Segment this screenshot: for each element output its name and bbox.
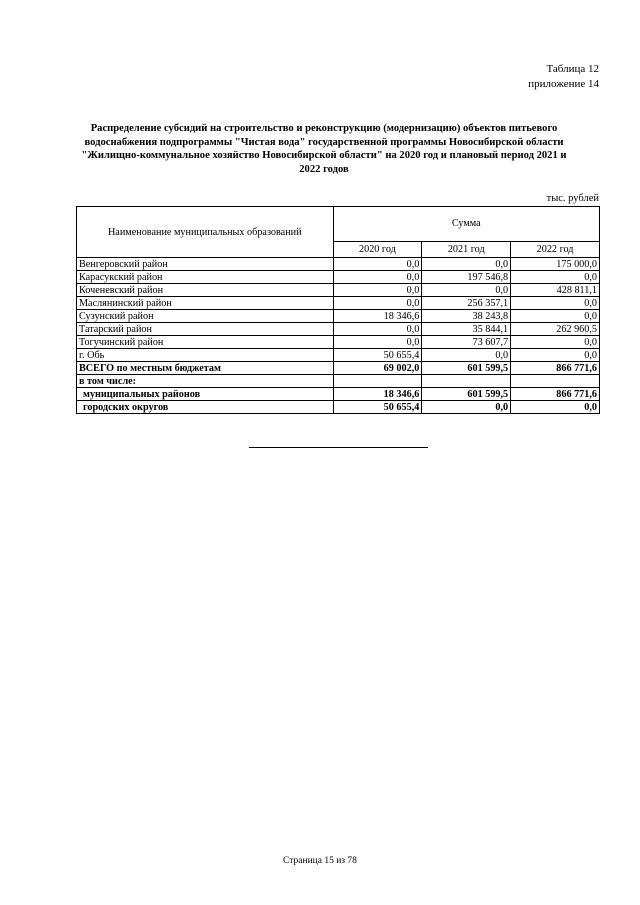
row-name-cell: Сузунский район (77, 310, 334, 323)
value-cell: 0,0 (511, 349, 600, 362)
row-name-cell: г. Обь (77, 349, 334, 362)
title-line: 2022 годов (299, 163, 349, 175)
table-row (77, 271, 600, 284)
value-cell: 428 811,1 (511, 284, 600, 297)
row-name-cell: Венгеровский район (77, 258, 334, 271)
column-header-sum: Сумма (333, 207, 599, 242)
table-row (77, 362, 600, 375)
column-header-year: 2022 год (511, 241, 600, 257)
header-right (528, 62, 599, 92)
appendix-label: приложение 14 (528, 78, 599, 90)
value-cell: 0,0 (511, 336, 600, 349)
value-cell: 0,0 (333, 297, 422, 310)
value-cell: 38 243,8 (422, 310, 511, 323)
row-name-cell: ВСЕГО по местным бюджетам (77, 362, 334, 375)
table-row (77, 336, 600, 349)
table-row (77, 388, 600, 401)
row-name-cell: Тогучинский район (77, 336, 334, 349)
column-header-year: 2020 год (333, 241, 422, 257)
value-cell: 50 655,4 (333, 401, 422, 414)
value-cell: 197 546,8 (422, 271, 511, 284)
value-cell: 866 771,6 (511, 388, 600, 401)
units-label: тыс. рублей (546, 193, 599, 204)
table-row (77, 349, 600, 362)
value-cell: 0,0 (511, 297, 600, 310)
row-name-cell: Маслянинский район (77, 297, 334, 310)
value-cell: 866 771,6 (511, 362, 600, 375)
value-cell: 0,0 (422, 349, 511, 362)
value-cell: 601 599,5 (422, 388, 511, 401)
row-name-cell: Карасукский район (77, 271, 334, 284)
row-name-cell: городских округов (77, 401, 334, 414)
value-cell: 0,0 (511, 271, 600, 284)
row-name-cell: в том числе: (77, 375, 334, 388)
value-cell: 175 000,0 (511, 258, 600, 271)
title-line: Распределение субсидий на строительство и реконструкцию (модернизацию) объектов питьевого (90, 123, 558, 134)
value-cell: 18 346,6 (333, 310, 422, 323)
table-row (77, 401, 600, 414)
column-header-year: 2021 год (422, 241, 511, 257)
table-row (77, 284, 600, 297)
value-cell: 0,0 (333, 258, 422, 271)
value-cell (333, 375, 422, 388)
row-name-cell: Коченевский район (77, 284, 334, 297)
table-row (77, 375, 600, 388)
value-cell: 262 960,5 (511, 323, 600, 336)
value-cell: 73 607,7 (422, 336, 511, 349)
value-cell: 0,0 (333, 284, 422, 297)
title-line: "Жилищно-коммунальное хозяйство Новосибирской области" на 2020 год и плановый период 2021 и (81, 150, 567, 161)
row-name-cell: Татарский район (77, 323, 334, 336)
value-cell: 0,0 (333, 271, 422, 284)
separator-line (249, 447, 428, 448)
value-cell: 0,0 (511, 401, 600, 414)
value-cell: 18 346,6 (333, 388, 422, 401)
value-cell: 50 655,4 (333, 349, 422, 362)
document-title (62, 122, 586, 176)
column-header-name: Наименование муниципальных образований (77, 207, 334, 258)
value-cell: 256 357,1 (422, 297, 511, 310)
value-cell: 0,0 (333, 323, 422, 336)
value-cell: 0,0 (422, 401, 511, 414)
value-cell: 601 599,5 (422, 362, 511, 375)
value-cell: 0,0 (333, 336, 422, 349)
value-cell (511, 375, 600, 388)
table-row (77, 310, 600, 323)
table-row (77, 297, 600, 310)
subsidy-table (76, 206, 600, 414)
table-row (77, 258, 600, 271)
value-cell: 69 002,0 (333, 362, 422, 375)
page-footer: Страница 15 из 78 (283, 856, 357, 866)
table-row (77, 323, 600, 336)
row-name-cell: муниципальных районов (77, 388, 334, 401)
value-cell: 35 844,1 (422, 323, 511, 336)
title-line: водоснабжения подпрограммы "Чистая вода" государственной программы Новосибирской области (84, 136, 564, 148)
value-cell: 0,0 (422, 258, 511, 271)
value-cell: 0,0 (511, 310, 600, 323)
value-cell (422, 375, 511, 388)
value-cell: 0,0 (422, 284, 511, 297)
table-number: Таблица 12 (546, 63, 599, 75)
